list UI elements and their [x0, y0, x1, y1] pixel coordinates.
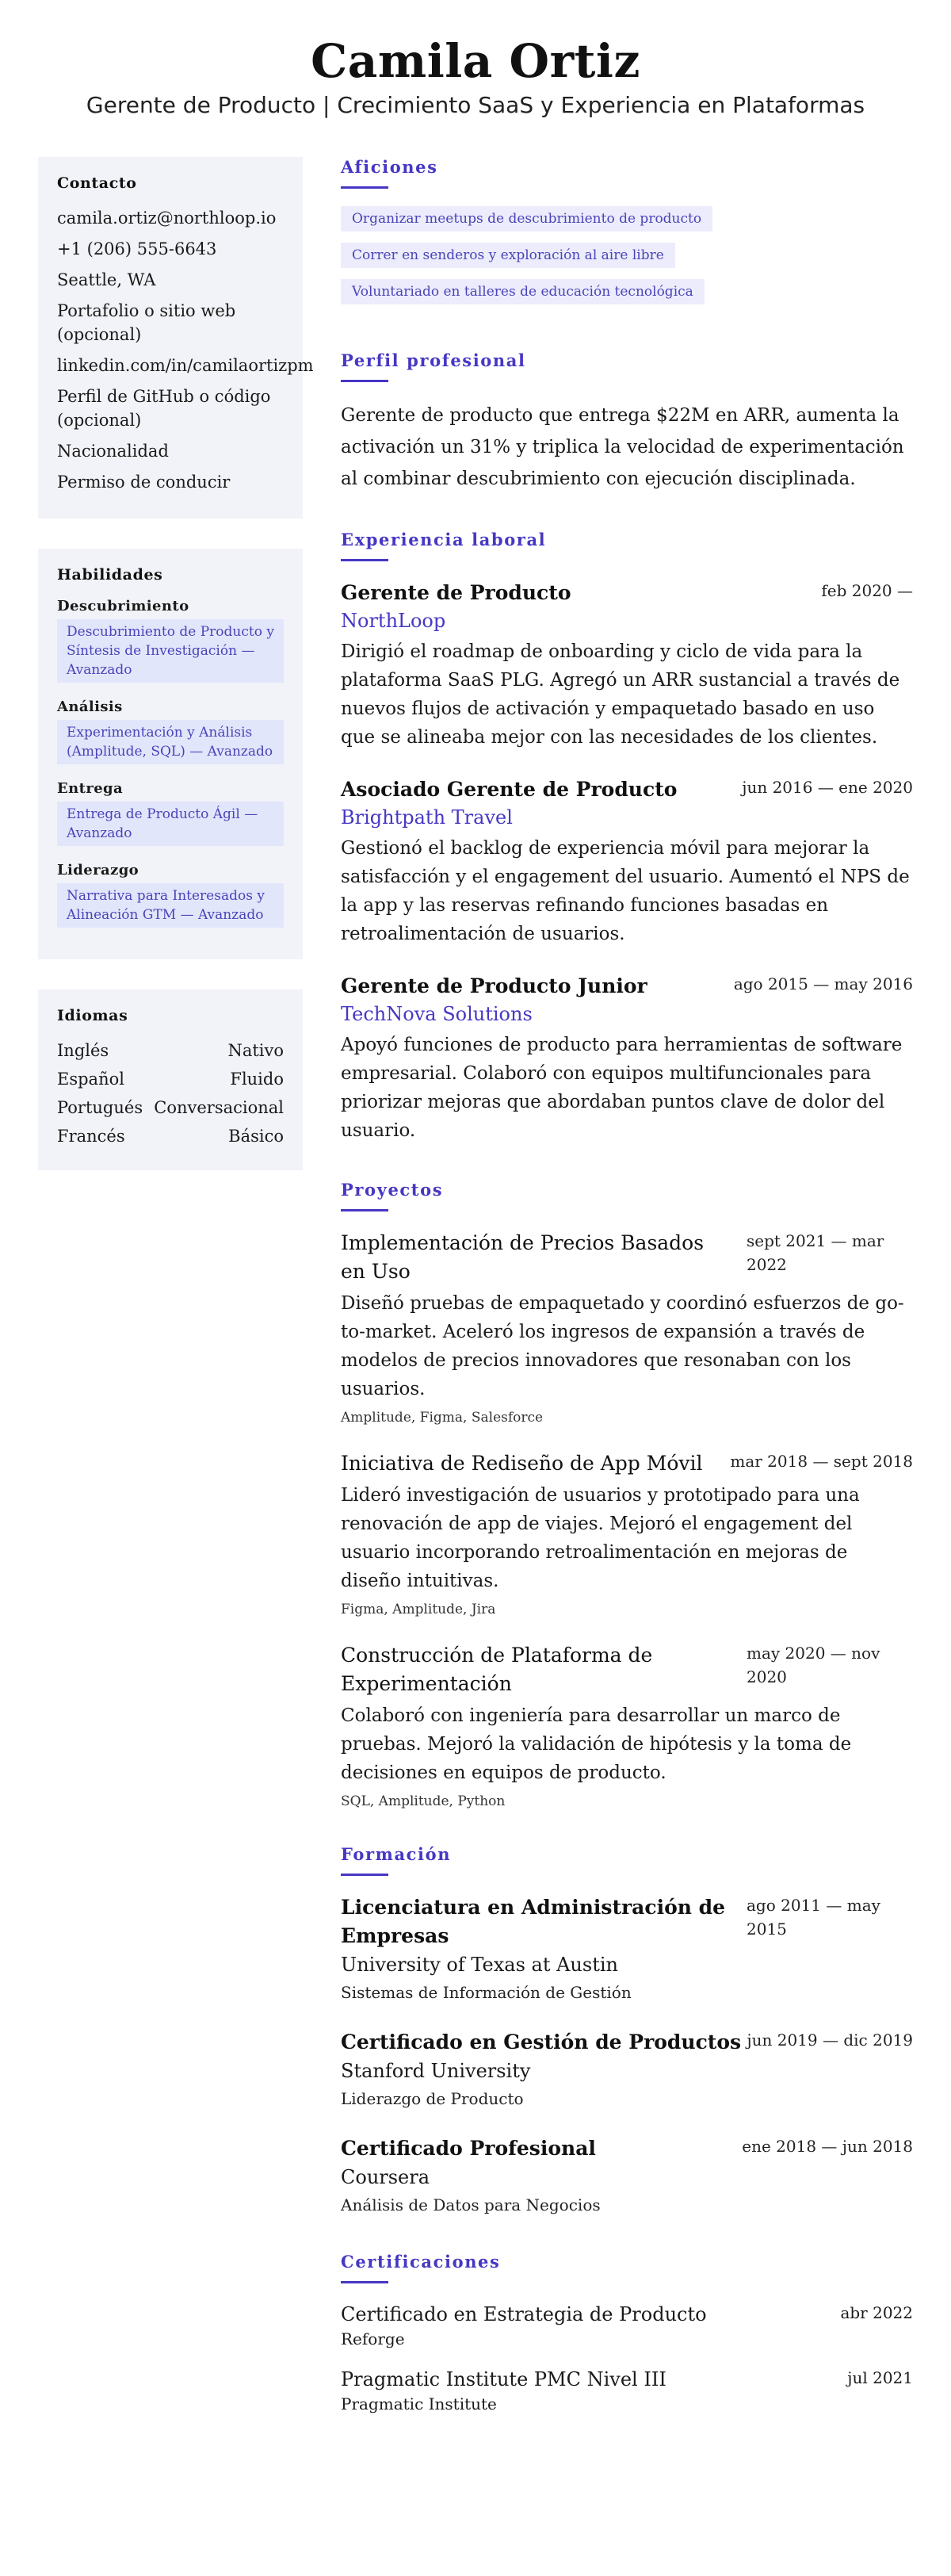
education-title: Formación: [341, 1844, 452, 1864]
education-section: [341, 1844, 913, 2217]
degree-name: Certificado en Gestión de Productos: [341, 2031, 742, 2054]
section-divider: [341, 559, 388, 561]
education-date: ago 2011 — may 2015: [747, 1896, 880, 1939]
language-level: Nativo: [227, 1041, 284, 1060]
contact-nationality: Nacionalidad: [57, 442, 169, 461]
languages-title: Idiomas: [57, 1007, 128, 1024]
skill-group: [57, 862, 284, 928]
education-entry: [341, 1893, 913, 2004]
resume-header: [0, 0, 951, 118]
school-name: Coursera: [341, 2166, 430, 2188]
project-description: Colaboró con ingeniería para desarrollar un marco de pruebas. Mejoró la validación de hipótesis y la toma de decisiones en equipos de producto.: [341, 1705, 852, 1783]
project-date: mar 2018 — sept 2018: [730, 1452, 913, 1471]
contact-portfolio[interactable]: Portafolio o sitio web (opcional): [57, 301, 236, 344]
project-date: sept 2021 — mar 2022: [747, 1231, 884, 1274]
education-entry: [341, 2028, 913, 2111]
education-field: Liderazgo de Producto: [341, 2089, 524, 2108]
hobbies-section: [341, 157, 913, 316]
skills-card: [38, 549, 303, 959]
skills-title: Habilidades: [57, 566, 163, 584]
hobby-tag: Correr en senderos y exploración al aire libre: [341, 243, 675, 268]
language-name: Portugués: [57, 1098, 143, 1117]
skill-tag: Narrativa para Interesados y Alineación GTM — Avanzado: [57, 883, 284, 928]
certification-issuer: Pragmatic Institute: [341, 2394, 497, 2413]
language-name: Francés: [57, 1127, 125, 1146]
skill-tag: Entrega de Producto Ágil — Avanzado: [57, 802, 284, 846]
skill-group-title: Descubrimiento: [57, 598, 189, 614]
skill-group-title: Entrega: [57, 780, 124, 797]
headline: Gerente de Producto | Crecimiento SaaS y Experiencia en Plataformas: [86, 92, 865, 118]
project-tech: Figma, Amplitude, Jira: [341, 1602, 496, 1617]
section-divider: [341, 1874, 388, 1876]
education-field: Sistemas de Información de Gestión: [341, 1983, 632, 2002]
certification-name: Certificado en Estrategia de Producto: [341, 2303, 707, 2325]
contact-location: Seattle, WA: [57, 270, 156, 289]
language-level: Básico: [228, 1127, 284, 1146]
job-description: Apoyó funciones de producto para herramientas de software empresarial. Colaboró con equipos multifuncionales para priorizar mejoras que abordaban puntos clave de dolor del usuario.: [341, 1035, 903, 1141]
job-date: ago 2015 — may 2016: [733, 974, 913, 993]
hobbies-title: Aficiones: [341, 157, 438, 177]
section-divider: [341, 380, 388, 382]
skill-tag: Descubrimiento de Producto y Síntesis de Investigación — Avanzado: [57, 619, 284, 683]
experience-entry: [341, 579, 913, 752]
school-name: Stanford University: [341, 2060, 531, 2082]
certification-entry: [341, 2366, 913, 2415]
certification-entry: [341, 2301, 913, 2350]
section-divider: [341, 2281, 388, 2283]
experience-entry: [341, 775, 913, 948]
contact-driving-license: Permiso de conducir: [57, 473, 231, 492]
skill-group: [57, 598, 284, 683]
hobby-tag: Voluntariado en talleres de educación tecnológica: [341, 279, 705, 304]
sidebar: [38, 157, 314, 2450]
language-row: [57, 1096, 284, 1120]
projects-title: Proyectos: [341, 1180, 444, 1200]
certification-date: abr 2022: [840, 2303, 913, 2322]
skill-group-title: Análisis: [57, 699, 123, 715]
job-role: Gerente de Producto Junior: [341, 974, 647, 997]
contact-linkedin[interactable]: linkedin.com/in/camilaortizpm: [57, 356, 314, 375]
section-divider: [341, 1209, 388, 1211]
language-row: [57, 1124, 284, 1148]
project-entry: [341, 1641, 913, 1809]
project-name: Implementación de Precios Basados en Uso: [341, 1231, 705, 1283]
languages-card: [38, 989, 303, 1170]
profile-title: Perfil profesional: [341, 350, 526, 370]
project-name: Construcción de Plataforma de Experimentación: [341, 1644, 653, 1695]
contact-card: [38, 157, 314, 519]
section-divider: [341, 186, 388, 189]
project-name: Iniciativa de Rediseño de App Móvil: [341, 1452, 703, 1475]
projects-section: [341, 1180, 913, 1809]
job-description: Gestionó el backlog de experiencia móvil para mejorar la satisfacción y el engagement del usuario. Aumentó el NPS de la app y las reservas refinando funciones basadas en retroalimentación de usuarios.: [341, 838, 910, 944]
certification-date: jul 2021: [847, 2368, 913, 2387]
project-description: Lideró investigación de usuarios y prototipado para una renovación de app de viajes. Mejoró el engagement del usuario incorporando retroalimentación en mejoras de diseño intuitivas.: [341, 1485, 860, 1591]
experience-section: [341, 530, 913, 1145]
degree-name: Licenciatura en Administración de Empresas: [341, 1896, 726, 1947]
language-row: [57, 1067, 284, 1091]
main-content: [341, 157, 913, 2450]
resume-body: [38, 157, 913, 2450]
certifications-title: Certificaciones: [341, 2252, 501, 2272]
contact-email[interactable]: camila.ortiz@northloop.io: [57, 209, 277, 228]
language-name: Inglés: [57, 1041, 109, 1060]
education-date: ene 2018 — jun 2018: [742, 2137, 913, 2156]
skill-group: [57, 780, 284, 846]
certification-name: Pragmatic Institute PMC Nivel III: [341, 2368, 666, 2390]
job-description: Dirigió el roadmap de onboarding y ciclo de vida para la plataforma SaaS PLG. Agregó un ARR sustancial a través de nuevos flujos de activación y empaquetado basado en uso que se alineaba mejor con las necesidades de los clientes.: [341, 641, 900, 748]
education-field: Análisis de Datos para Negocios: [341, 2195, 601, 2214]
contact-github[interactable]: Perfil de GitHub o código (opcional): [57, 387, 271, 430]
contact-title: Contacto: [57, 174, 137, 192]
job-company: NorthLoop: [341, 610, 446, 632]
job-date: feb 2020 —: [821, 581, 913, 600]
language-name: Español: [57, 1070, 124, 1089]
skill-group: [57, 699, 284, 764]
education-entry: [341, 2134, 913, 2217]
job-date: jun 2016 — ene 2020: [742, 778, 913, 797]
project-tech: SQL, Amplitude, Python: [341, 1793, 506, 1809]
experience-title: Experiencia laboral: [341, 530, 547, 549]
job-role: Gerente de Producto: [341, 581, 571, 604]
contact-phone[interactable]: +1 (206) 555-6643: [57, 239, 217, 258]
project-tech: Amplitude, Figma, Salesforce: [341, 1410, 544, 1426]
project-entry: [341, 1449, 913, 1617]
degree-name: Certificado Profesional: [341, 2137, 596, 2160]
job-company: Brightpath Travel: [341, 806, 513, 829]
school-name: University of Texas at Austin: [341, 1954, 618, 1976]
profile-section: [341, 350, 913, 495]
certification-issuer: Reforge: [341, 2329, 405, 2348]
project-description: Diseñó pruebas de empaquetado y coordinó esfuerzos de go-to-market. Aceleró los ingresos de expansión a través de modelos de precios innovadores que resonaban con los usuarios.: [341, 1293, 904, 1399]
project-date: may 2020 — nov 2020: [747, 1644, 880, 1686]
job-role: Asociado Gerente de Producto: [341, 778, 678, 801]
hobby-tag: Organizar meetups de descubrimiento de producto: [341, 206, 712, 232]
language-row: [57, 1039, 284, 1062]
experience-entry: [341, 972, 913, 1145]
language-level: Fluido: [230, 1070, 284, 1089]
person-name: Camila Ortiz: [311, 34, 640, 88]
language-level: Conversacional: [154, 1098, 284, 1117]
profile-summary: Gerente de producto que entrega $22M en ARR, aumenta la activación un 31% y triplica la velocidad de experimentación al combinar descubrimiento con ejecución disciplinada.: [341, 405, 904, 489]
education-date: jun 2019 — dic 2019: [747, 2031, 913, 2050]
project-entry: [341, 1229, 913, 1426]
job-company: TechNova Solutions: [341, 1003, 533, 1025]
skill-tag: Experimentación y Análisis (Amplitude, SQL) — Avanzado: [57, 720, 284, 764]
skill-group-title: Liderazgo: [57, 862, 139, 878]
certifications-section: [341, 2252, 913, 2415]
